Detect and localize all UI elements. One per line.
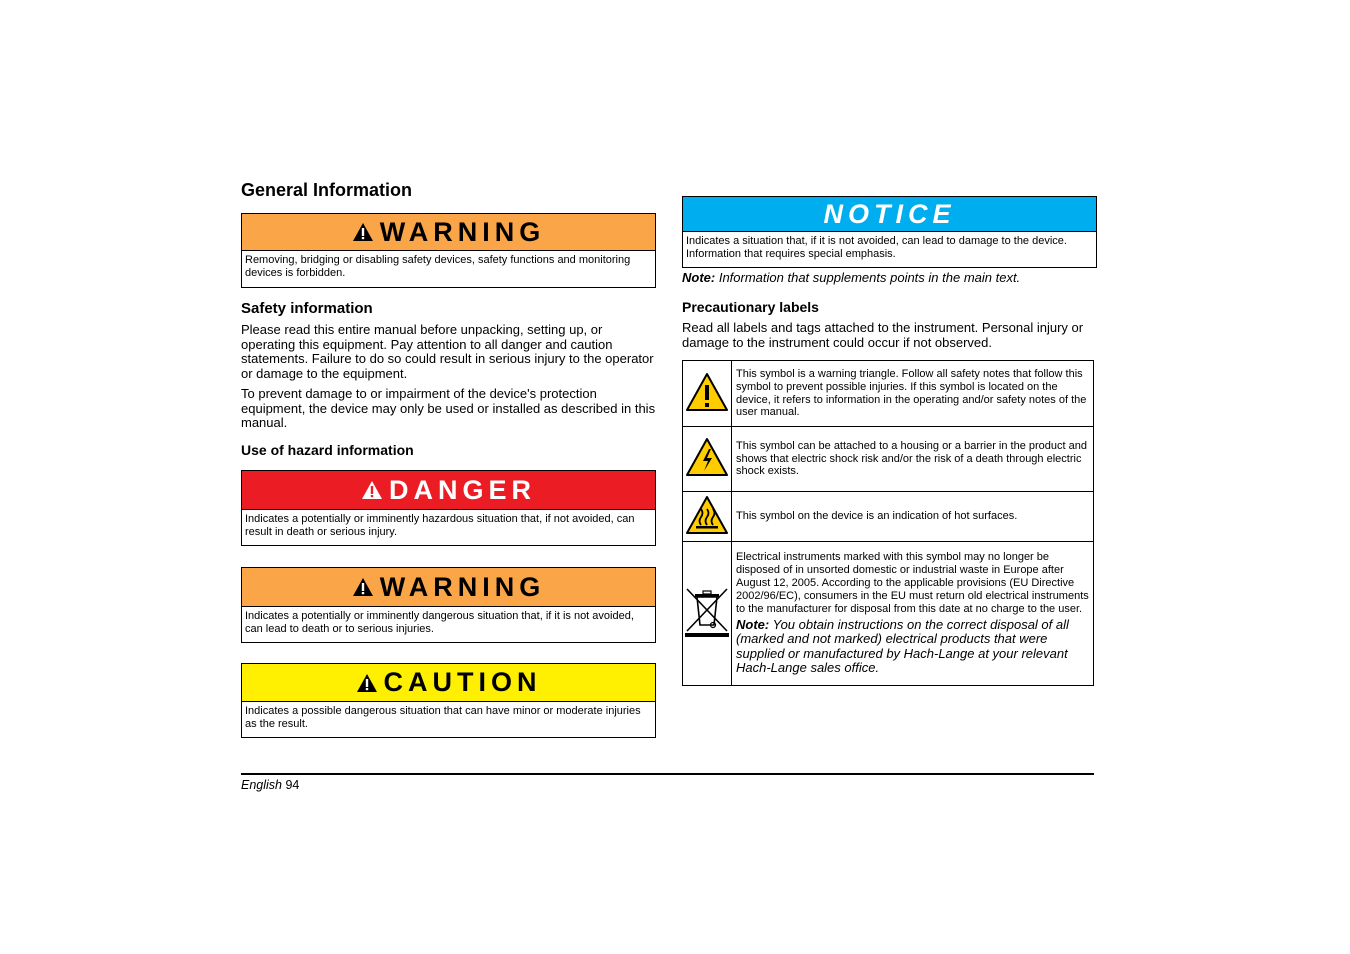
- hot-surface-icon: [685, 495, 729, 535]
- page-title: General Information: [241, 180, 413, 200]
- table-row: [683, 427, 1094, 492]
- footer-page-number: 94: [285, 778, 300, 792]
- precaution-labels-table: [682, 360, 1094, 686]
- notice-band: [683, 197, 1096, 232]
- warning-box: [241, 213, 656, 288]
- caution-label: CAUTION: [383, 667, 542, 697]
- safety-paragraph-1: Please read this entire manual before unpacking, setting up, or operating this equipment. Pay attention to all danger and caution statements. Failure to do so could result in serious injury to the operator or damage to the equipment.: [241, 322, 654, 381]
- warning-triangle-icon: [356, 673, 378, 693]
- warning-label: WARNING: [379, 571, 546, 602]
- warning-text: Indicates a potentially or imminently dangerous situation that, if it is not avoided, can lead to death or to serious injuries.: [245, 610, 634, 635]
- footer: [241, 778, 299, 792]
- footer-language: English: [241, 778, 282, 792]
- warning-triangle-icon: [361, 480, 383, 500]
- notice-text: Indicates a situation that, if it is not avoided, can lead to damage to the device. Information that requires special emphasis.: [686, 235, 1067, 260]
- weee-text: Electrical instruments marked with this symbol may no longer be disposed of in unsorted domestic or industrial waste in Europe after August 12, 2005. According to the applicable provisions (EU Directive 2002/96/EC), consumers in the EU must return old electrical instruments to the manufacturer for disposal from this date at no charge to the user.: [736, 551, 1089, 615]
- weee-note-prefix: Note:: [736, 616, 770, 632]
- safety-heading: Safety information: [241, 300, 373, 317]
- danger-box: [241, 470, 656, 546]
- caution-band: [242, 664, 655, 702]
- label-description: This symbol can be attached to a housing or a barrier in the product and shows that electric shock risk and/or the risk of a death through electric shock exists.: [732, 427, 1094, 492]
- safety-paragraph-2: To prevent damage to or impairment of the device's protection equipment, the device may only be used or installed as described in this manual.: [241, 386, 656, 431]
- caution-text: Indicates a possible dangerous situation that can have minor or moderate injuries as the result.: [245, 705, 641, 730]
- hazard-heading: Use of hazard information: [241, 442, 414, 458]
- icon-cell: [683, 427, 732, 492]
- weee-note-text: You obtain instructions on the correct disposal of all (marked and not marked) electrical products that were supplied or manufactured by Hach-Lange at your relevant Hach-Lange sales office.: [736, 616, 1069, 676]
- warning-triangle-icon: [352, 222, 374, 242]
- caution-box: [241, 663, 656, 738]
- note-text: Information that supplements points in the main text.: [718, 270, 1021, 285]
- table-row: [683, 492, 1094, 542]
- warning-label: WARNING: [379, 216, 546, 247]
- danger-text: Indicates a potentially or imminently hazardous situation that, if not avoided, can result in death or serious injury.: [245, 513, 635, 538]
- icon-cell: [683, 361, 732, 427]
- danger-band: [242, 471, 655, 510]
- notice-label: NOTICE: [823, 198, 956, 229]
- warning-triangle-icon: [352, 577, 374, 597]
- icon-cell: [683, 492, 732, 542]
- icon-cell: [683, 542, 732, 686]
- label-description: This symbol on the device is an indication of hot surfaces.: [732, 492, 1094, 542]
- footer-rule: [241, 773, 1094, 775]
- warning-band: [242, 568, 655, 607]
- note-prefix: Note:: [682, 270, 716, 285]
- warning-box: [241, 567, 656, 643]
- weee-note: [736, 618, 1089, 676]
- danger-label: DANGER: [388, 474, 536, 505]
- label-description: [732, 542, 1094, 686]
- notice-box: [682, 196, 1097, 268]
- precaution-heading: Precautionary labels: [682, 299, 819, 315]
- precaution-text: Read all labels and tags attached to the instrument. Personal injury or damage to the instrument could occur if not observed.: [682, 320, 1084, 350]
- electric-shock-icon: [685, 437, 729, 477]
- weee-bin-icon: [684, 585, 730, 639]
- table-row: [683, 542, 1094, 686]
- note-line: [682, 271, 1097, 286]
- warning-band: [242, 214, 655, 251]
- label-description: This symbol is a warning triangle. Follow all safety notes that follow this symbol to prevent possible injuries. If this symbol is located on the device, it refers to information in the operating and/or safety notes of the user manual.: [732, 361, 1094, 427]
- warning-text: Removing, bridging or disabling safety devices, safety functions and monitoring devices is forbidden.: [245, 254, 631, 279]
- table-row: [683, 361, 1094, 427]
- warning-triangle-icon: [685, 372, 729, 412]
